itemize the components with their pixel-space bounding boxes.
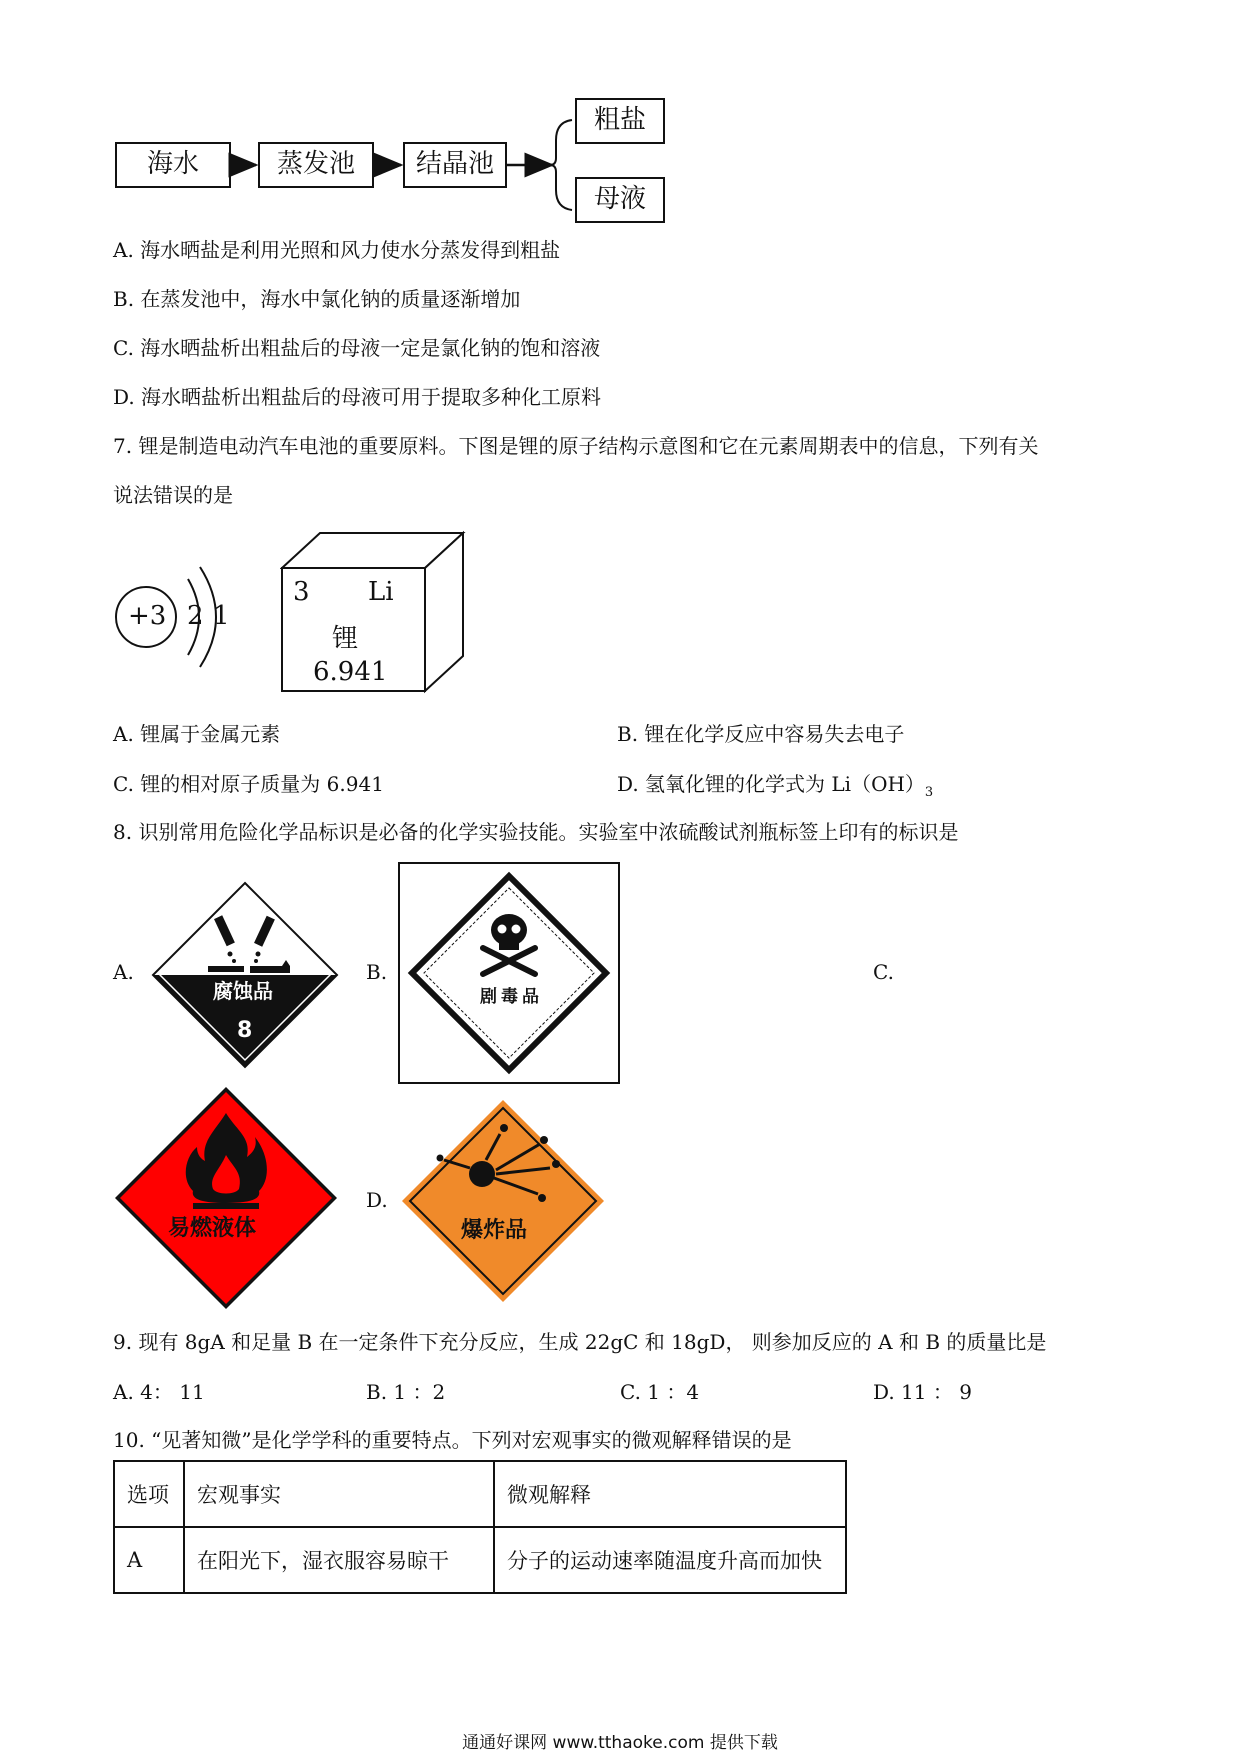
- flow-box-evaporation-pond: 蒸发池: [258, 142, 374, 188]
- explosive-sign-label: 爆炸品: [461, 1218, 528, 1243]
- table-cell-micro-explanation: 分子的运动速率随温度升高而加快: [494, 1527, 846, 1593]
- flammable-liquid-sign-label: 易燃液体: [168, 1216, 257, 1241]
- q7-option-c: C. 锂的相对原子质量为 6.941: [113, 772, 384, 796]
- q7-option-b: B. 锂在化学反应中容易失去电子: [617, 722, 905, 746]
- flow-box-crystallization-pond: 结晶池: [403, 142, 507, 188]
- atom-shell-2-electrons: 1: [213, 601, 230, 631]
- flow-box-seawater: 海水: [115, 142, 231, 188]
- flammable-liquid-sign: [113, 1085, 339, 1311]
- q8-stem: 8. 识别常用危险化学品标识是必备的化学实验技能。实验室中浓硫酸试剂瓶标签上印有的标识是: [113, 820, 959, 844]
- q10-stem: 10. “见著知微”是化学学科的重要特点。下列对宏观事实的微观解释错误的是: [113, 1428, 792, 1452]
- q6-option-b: B. 在蒸发池中，海水中氯化钠的质量逐渐增加: [113, 287, 521, 311]
- flow-box-crude-salt: 粗盐: [575, 98, 665, 144]
- corrosive-sign-label: 腐蚀品: [213, 979, 273, 1003]
- q9-option-d: D. 11 ： 9: [873, 1380, 972, 1404]
- toxic-sign-label: 剧毒品: [480, 987, 543, 1007]
- q6-option-a: A. 海水晒盐是利用光照和风力使水分蒸发得到粗盐: [113, 238, 561, 262]
- q7-option-d-subscript: 3: [924, 785, 934, 800]
- atom-nucleus-charge: +3: [128, 601, 167, 631]
- table-header-option: 选项: [114, 1461, 184, 1527]
- element-symbol: Li: [368, 577, 394, 607]
- table-row: [114, 1527, 846, 1593]
- corrosive-sign-number: 8: [237, 1018, 253, 1043]
- table-cell-macro-fact: 在阳光下，湿衣服容易晾干: [184, 1527, 494, 1593]
- q6-option-d: D. 海水晒盐析出粗盐后的母液可用于提取多种化工原料: [113, 385, 602, 409]
- flow-box-mother-liquor: 母液: [575, 177, 665, 223]
- explosive-sign: [400, 1098, 606, 1304]
- flow-arrows: [0, 0, 700, 240]
- q6-option-c: C. 海水晒盐析出粗盐后的母液一定是氯化钠的饱和溶液: [113, 336, 601, 360]
- element-name: 锂: [332, 624, 359, 654]
- q8-label-a: A.: [113, 960, 134, 984]
- table-header-macro-fact: 宏观事实: [184, 1461, 494, 1527]
- atom-shell-1-electrons: 2: [187, 601, 204, 631]
- table-header-row: [114, 1461, 846, 1527]
- q9-option-a: A. 4： 11: [113, 1380, 205, 1404]
- element-atomic-mass: 6.941: [313, 657, 388, 687]
- toxic-sign: [398, 862, 620, 1084]
- q8-label-b: B.: [366, 960, 388, 984]
- page-footer: 通通好课网 www.tthaoke.com 提供下载: [462, 1733, 778, 1753]
- element-atomic-number: 3: [293, 577, 310, 607]
- table-cell-option: A: [114, 1527, 184, 1593]
- q7-stem-line2: 说法错误的是: [113, 483, 233, 507]
- q7-stem-line1: 7. 锂是制造电动汽车电池的重要原料。下图是锂的原子结构示意图和它在元素周期表中的信息，下列有关: [113, 434, 1039, 458]
- table-header-micro-explanation: 微观解释: [494, 1461, 846, 1527]
- q8-label-d: D.: [366, 1188, 388, 1212]
- q7-option-d: D. 氢氧化锂的化学式为 $Li(OH)_3$: [617, 772, 934, 800]
- q9-option-b: B. 1 ：2: [366, 1380, 446, 1404]
- q9-option-c: C. 1 ：4: [620, 1380, 700, 1404]
- q10-table: [113, 1460, 847, 1594]
- q9-stem: 9. 现有 8gA 和足量 B 在一定条件下充分反应，生成 22gC 和 18gD， 则参加反应的 A 和 B 的质量比是: [113, 1330, 1047, 1354]
- q7-option-a: A. 锂属于金属元素: [113, 722, 281, 746]
- q8-label-c: C.: [873, 960, 894, 984]
